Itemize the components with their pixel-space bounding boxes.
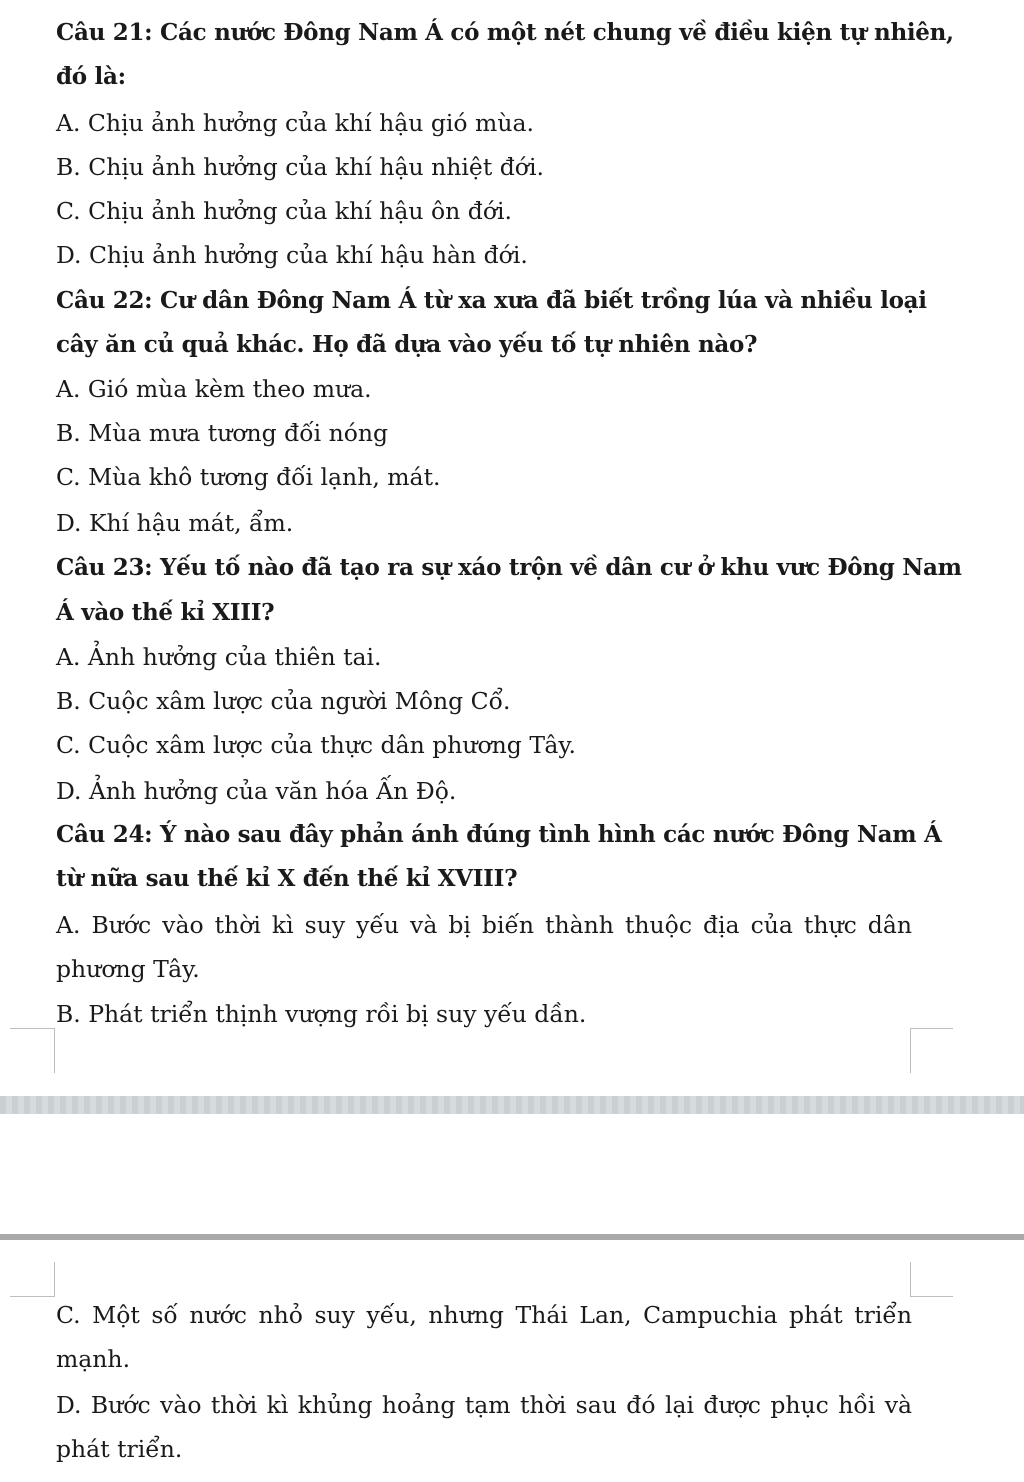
page-corner-mark-top-left: [10, 1028, 55, 1073]
question-24-option-c-line-1: C. Một số nước nhỏ suy yếu, nhưng Thái Lan, Campuchia phát triển: [56, 1301, 912, 1329]
question-21-option-c: C. Chịu ảnh hưởng của khí hậu ôn đới.: [56, 197, 512, 225]
question-21-option-d: D. Chịu ảnh hưởng của khí hậu hàn đới.: [56, 241, 528, 269]
question-24-text-line-2: từ nữa sau thế kỉ X đến thế kỉ XVIII?: [56, 865, 518, 892]
page-corner-mark-top-right: [910, 1028, 953, 1073]
question-22-option-d: D. Khí hậu mát, ẩm.: [56, 509, 294, 537]
question-22-option-c: C. Mùa khô tương đối lạnh, mát.: [56, 463, 441, 491]
question-22-option-b: B. Mùa mưa tương đối nóng: [56, 419, 389, 447]
question-22-text-line-2: cây ăn củ quả khác. Họ đã dựa vào yếu tố tự nhiên nào?: [56, 331, 758, 358]
question-24-option-a-line-1: A. Bước vào thời kì suy yếu và bị biến thành thuộc địa của thực dân: [56, 911, 912, 939]
question-23-text-line-1: Câu 23: Yếu tố nào đã tạo ra sự xáo trộn về dân cư ở khu vưc Đông Nam: [56, 554, 962, 581]
page-gap: [0, 1114, 1024, 1234]
question-23-option-d: D. Ảnh hưởng của văn hóa Ấn Độ.: [56, 777, 457, 805]
question-24-option-c-line-2: mạnh.: [56, 1345, 131, 1373]
question-24-text-line-1: Câu 24: Ý nào sau đây phản ánh đúng tình hình các nước Đông Nam Á: [56, 821, 942, 848]
question-24-option-b: B. Phát triển thịnh vượng rồi bị suy yếu dần.: [56, 1000, 587, 1028]
question-21-text-line-2: đó là:: [56, 63, 126, 90]
question-23-option-b: B. Cuộc xâm lược của người Mông Cổ.: [56, 687, 511, 715]
question-23-option-c: C. Cuộc xâm lược của thực dân phương Tây.: [56, 731, 576, 759]
page-corner-mark-bottom-left: [10, 1262, 55, 1297]
question-22-text-line-1: Câu 22: Cư dân Đông Nam Á từ xa xưa đã biết trồng lúa và nhiều loại: [56, 287, 927, 314]
question-21-option-a: A. Chịu ảnh hưởng của khí hậu gió mùa.: [56, 109, 534, 137]
page-break-strip: [0, 1096, 1024, 1114]
page-corner-mark-bottom-right: [910, 1262, 953, 1297]
question-21-option-b: B. Chịu ảnh hưởng của khí hậu nhiệt đới.: [56, 153, 544, 181]
question-22-option-a: A. Gió mùa kèm theo mưa.: [56, 375, 372, 403]
question-24-option-d-line-1: D. Bước vào thời kì khủng hoảng tạm thời sau đó lại được phục hồi và: [56, 1391, 912, 1419]
question-24-option-d-line-2: phát triển.: [56, 1435, 183, 1463]
question-23-option-a: A. Ảnh hưởng của thiên tai.: [56, 643, 382, 671]
question-23-text-line-2: Á vào thế kỉ XIII?: [56, 599, 275, 626]
question-24-option-a-line-2: phương Tây.: [56, 955, 200, 983]
question-21-text-line-1: Câu 21: Các nước Đông Nam Á có một nét chung về điều kiện tự nhiên,: [56, 19, 954, 46]
